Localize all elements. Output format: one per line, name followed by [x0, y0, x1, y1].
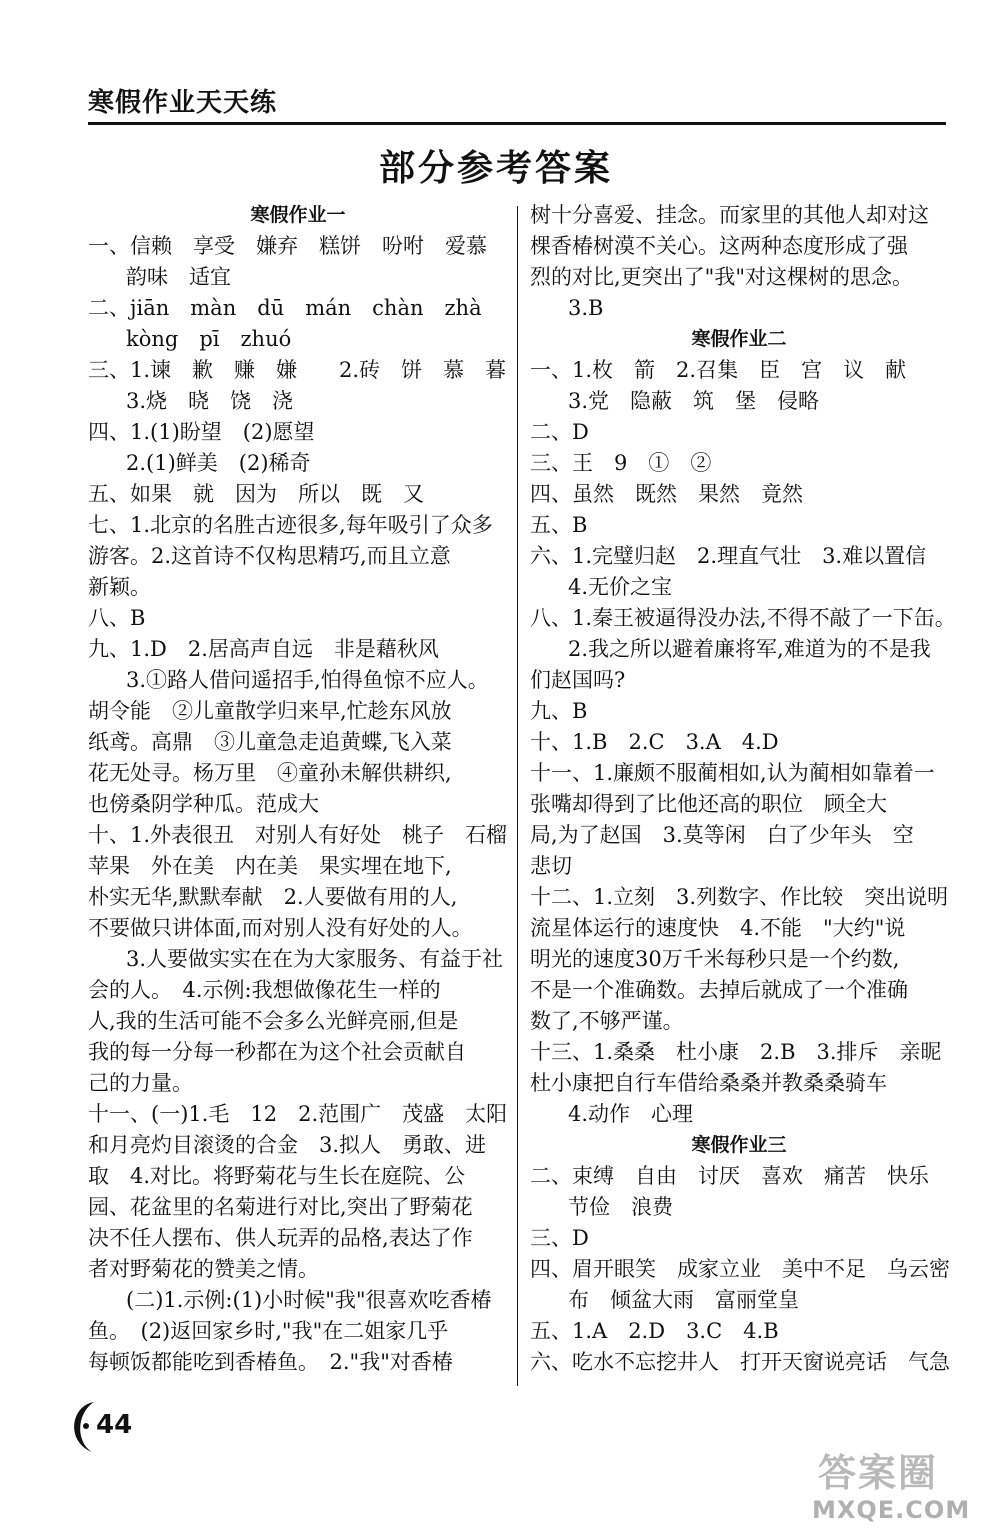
section-heading: 寒假作业一	[250, 204, 346, 226]
answer-line: 一、1.枚 箭 2.召集 臣 宫 议 献	[530, 358, 907, 382]
answer-line: 十二、1.立刻 3.列数字、作比较 突出说明	[530, 885, 949, 909]
answer-line: 园、花盆里的名菊进行对比,突出了野菊花	[88, 1195, 473, 1219]
answer-line: 不要做只讲体面,而对别人没有好处的人。	[88, 916, 473, 940]
answer-line: 六、1.完璧归赵 2.理直气壮 3.难以置信	[530, 544, 927, 568]
answer-line: 九、1.D 2.居高声自远 非是藉秋风	[88, 637, 439, 661]
answer-line: 杜小康把自行车借给桑桑并教桑桑骑车	[530, 1071, 887, 1095]
answer-line: 不是一个准确数。去掉后就成了一个准确	[530, 978, 908, 1002]
answer-line: 局,为了赵国 3.莫等闲 白了少年头 空	[530, 823, 914, 847]
answer-line: 己的力量。	[88, 1071, 193, 1095]
answer-line: 十一、1.廉颇不服蔺相如,认为蔺相如靠着一	[530, 761, 935, 785]
answer-line: 胡令能 ②儿童散学归来早,忙趁东风放	[88, 699, 452, 723]
answer-line: 八、1.秦王被逼得没办法,不得不敲了一下缶。	[530, 606, 956, 630]
answer-line: 花无处寻。杨万里 ④童孙未解供耕织,	[88, 761, 452, 785]
page-number: 44	[96, 1410, 133, 1440]
answer-line: 十、1.外表很丑 对别人有好处 桃子 石榴	[88, 823, 508, 847]
answer-line: 三、1.谏 歉 赚 嫌 2.砖 饼 慕 暮	[88, 358, 507, 382]
answer-line: 鱼。 (2)返回家乡时,"我"在二姐家几乎	[88, 1319, 449, 1343]
answer-line: 四、虽然 既然 果然 竟然	[530, 482, 803, 506]
answer-line: 韵味 适宜	[126, 265, 231, 289]
answer-line: 2.我之所以避着廉将军,难道为的不是我	[568, 637, 931, 661]
section-heading: 寒假作业三	[691, 1134, 787, 1156]
answer-line: 2.(1)鲜美 (2)稀奇	[126, 451, 311, 475]
answer-line: 九、B	[530, 699, 588, 723]
answer-line: 节俭 浪费	[568, 1195, 673, 1219]
right-column	[530, 200, 956, 1378]
answer-line: 3.B	[568, 296, 604, 320]
answer-line: 棵香椿树漠不关心。这两种态度形成了强	[530, 234, 908, 258]
answer-line: 明光的速度30万千米每秒只是一个约数,	[530, 947, 900, 971]
answer-line: 布 倾盆大雨 富丽堂皇	[568, 1288, 799, 1312]
answer-line: 十三、1.桑桑 杜小康 2.B 3.排斥 亲昵	[530, 1040, 942, 1064]
answer-line: 苹果 外在美 内在美 果实埋在地下,	[88, 854, 452, 878]
answer-line: 3.烧 晓 饶 浇	[126, 389, 294, 413]
answer-line: 我的每一分每一秒都在为这个社会贡献自	[88, 1040, 466, 1064]
answer-line: 流星体运行的速度快 4.不能 "大约"说	[530, 916, 906, 940]
answer-line: 4.无价之宝	[568, 575, 673, 599]
answer-line: 纸鸢。高鼎 ③儿童急走追黄蝶,飞入菜	[88, 730, 452, 754]
column-divider	[517, 206, 518, 1386]
header	[88, 78, 946, 125]
answer-line: 3.人要做实实在在为大家服务、有益于社	[126, 947, 504, 971]
answer-line: 四、1.(1)盼望 (2)愿望	[88, 420, 315, 444]
watermark-url: MXQE.COM	[812, 1496, 971, 1524]
answer-line: 数了,不够严谨。	[530, 1009, 684, 1033]
answer-line: 3.①路人借问遥招手,怕得鱼惊不应人。	[126, 668, 489, 692]
answer-line: 4.动作 心理	[568, 1102, 694, 1126]
answer-line: 二、D	[530, 420, 589, 444]
header-title: 寒假作业天天练	[88, 88, 278, 118]
answer-line: 五、如果 就 因为 所以 既 又	[88, 482, 424, 506]
answer-line: 悲切	[530, 854, 572, 878]
answer-line: kòng pī zhuó	[126, 327, 292, 351]
answer-line: 十一、(一)1.毛 12 2.范围广 茂盛 太阳	[88, 1102, 508, 1126]
answer-line: 取 4.对比。将野菊花与生长在庭院、公	[88, 1164, 466, 1188]
answer-line: 二、束缚 自由 讨厌 喜欢 痛苦 快乐	[530, 1164, 929, 1188]
answer-line: 四、眉开眼笑 成家立业 美中不足 乌云密	[530, 1257, 950, 1281]
answer-line: 五、B	[530, 513, 588, 537]
answer-line: 会的人。 4.示例:我想做像花生一样的	[88, 978, 441, 1002]
answer-line: 张嘴却得到了比他还高的职位 顾全大	[530, 792, 887, 816]
answer-line: 五、1.A 2.D 3.C 4.B	[530, 1319, 779, 1343]
page-title: 部分参考答案	[378, 147, 613, 189]
answer-line: 也傍桑阴学种瓜。范成大	[88, 792, 319, 816]
answer-line: 新颖。	[88, 575, 151, 599]
answer-line: 朴实无华,默默奉献 2.人要做有用的人,	[88, 885, 458, 909]
answer-line: 游客。2.这首诗不仅构思精巧,而且立意	[88, 544, 451, 568]
answer-line: 十、1.B 2.C 3.A 4.D	[530, 730, 779, 754]
answer-line: 3.党 隐蔽 筑 堡 侵略	[568, 389, 820, 413]
answer-line: 和月亮灼目滚烫的合金 3.拟人 勇敢、进	[88, 1133, 487, 1157]
section-heading: 寒假作业二	[691, 328, 787, 350]
answer-line: 们赵国吗?	[530, 668, 626, 692]
answer-line: 三、D	[530, 1226, 589, 1250]
answer-line: 烈的对比,更突出了"我"对这棵树的思念。	[530, 265, 913, 289]
answer-line: 每顿饭都能吃到香椿鱼。 2."我"对香椿	[88, 1350, 453, 1374]
watermark-logo: 答案圈	[818, 1451, 939, 1495]
answer-line: 三、王 9 ① ②	[530, 451, 712, 475]
answer-line: 二、jiān màn dū mán chàn zhà	[88, 296, 482, 320]
left-column	[88, 200, 508, 1378]
page-number-badge	[64, 1396, 154, 1456]
answer-line: 人,我的生活可能不会多么光鲜亮丽,但是	[88, 1009, 459, 1033]
answer-line: 六、吃水不忘挖井人 打开天窗说亮话 气急	[530, 1350, 950, 1374]
answer-line: 者对野菊花的赞美之情。	[88, 1257, 319, 1281]
answer-line: (二)1.示例:(1)小时候"我"很喜欢吃香椿	[126, 1288, 492, 1312]
answer-line: 七、1.北京的名胜古迹很多,每年吸引了众多	[88, 513, 493, 537]
answer-line: 一、信赖 享受 嫌弃 糕饼 吩咐 爱慕	[88, 234, 487, 258]
answer-line: 决不任人摆布、供人玩弄的品格,表达了作	[88, 1226, 473, 1250]
answer-line: 八、B	[88, 606, 146, 630]
answer-line: 树十分喜爱、挂念。而家里的其他人却对这	[530, 203, 929, 227]
